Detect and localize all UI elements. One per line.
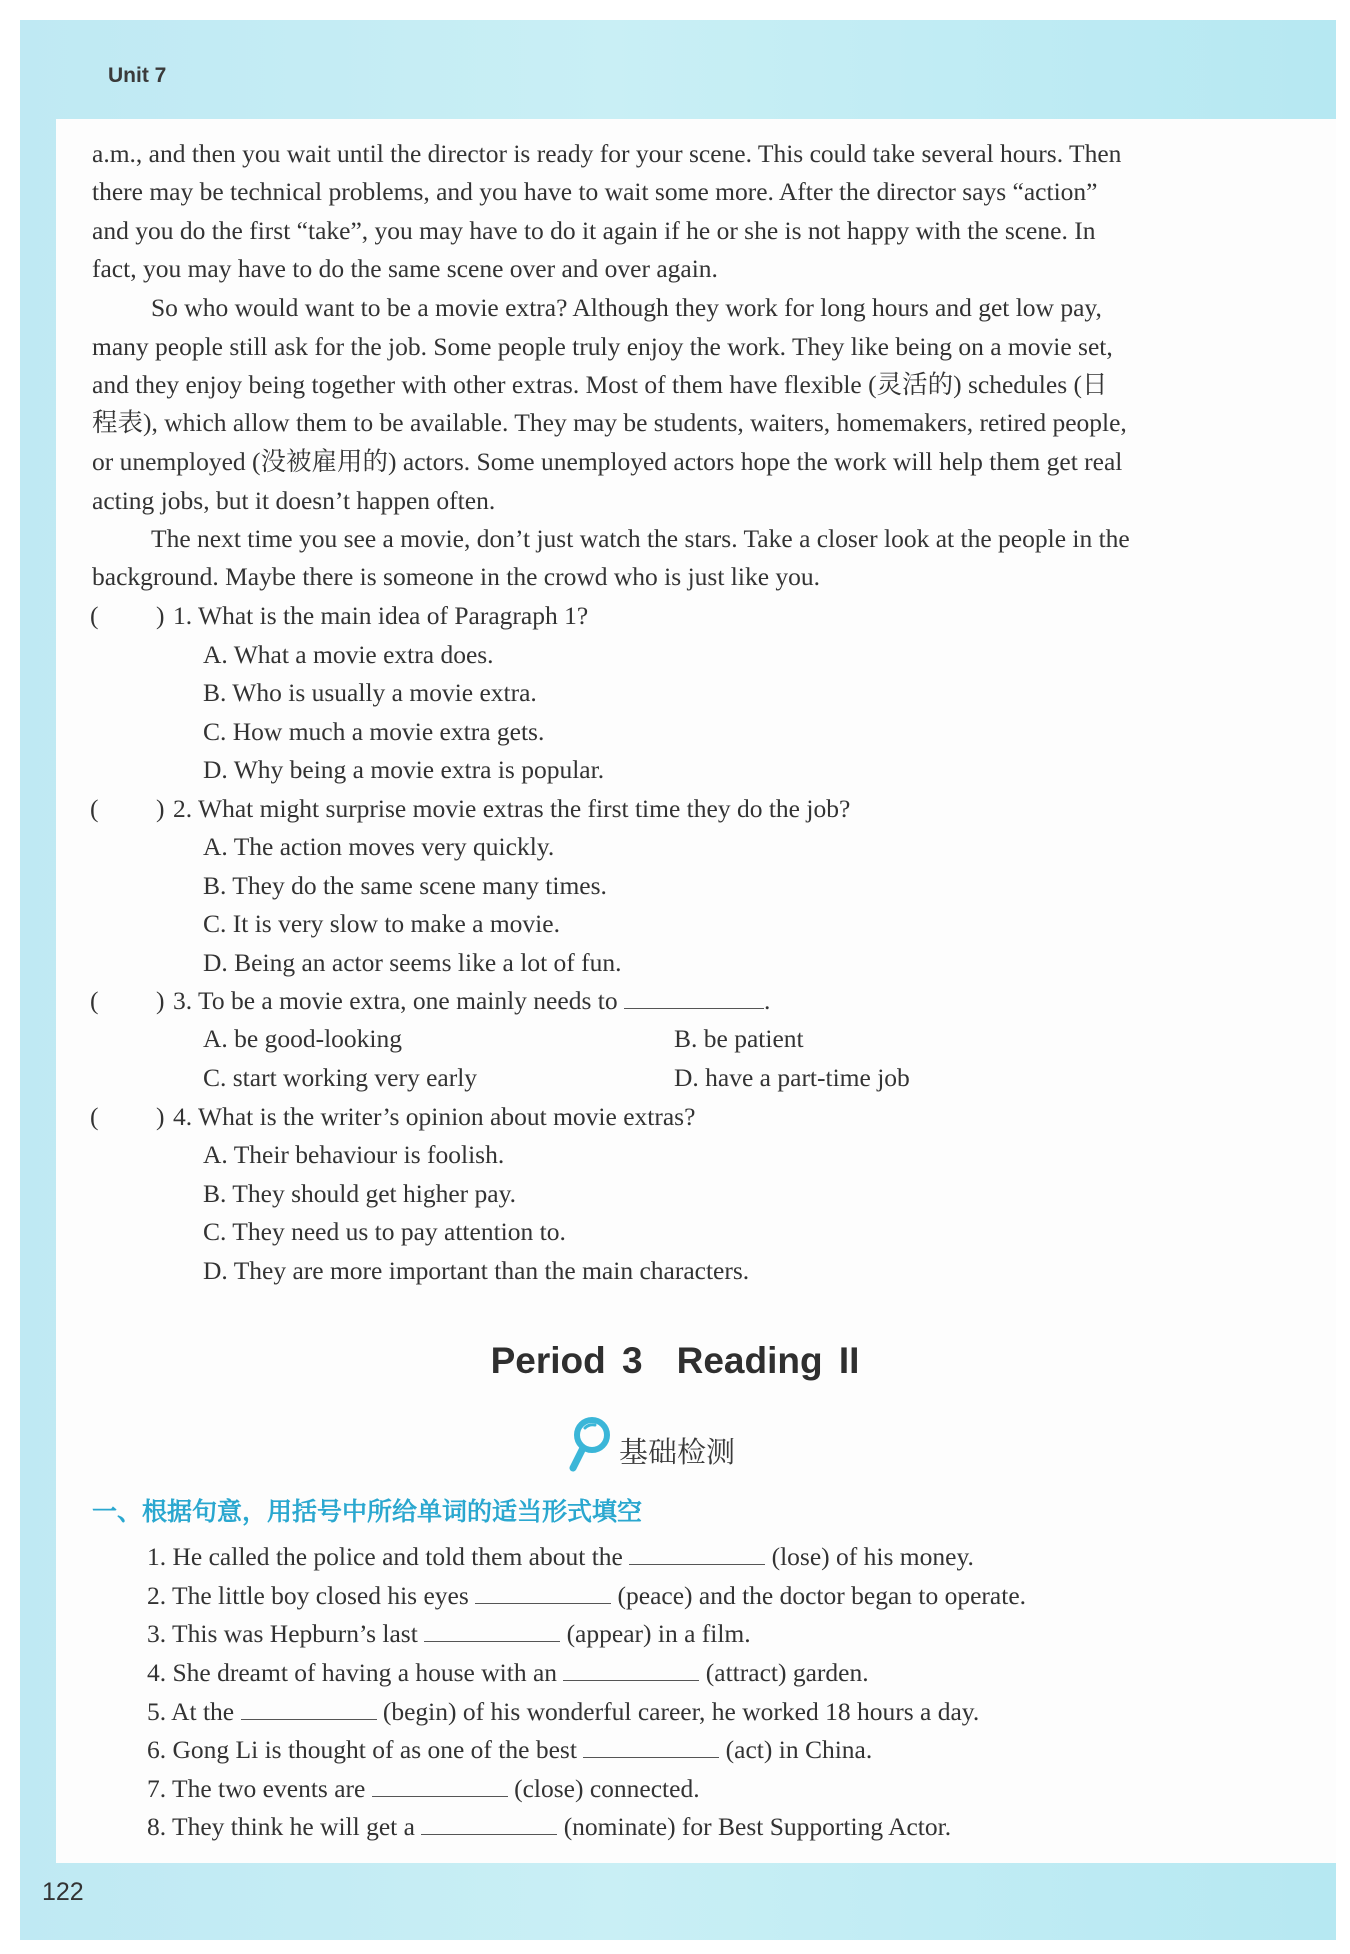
answer-paren-close: ) (156, 794, 165, 823)
passage-line: The next time you see a movie, don’t just watch the stars. Take a closer look at the people in the (151, 524, 1130, 553)
option-d: D. have a part-time job (674, 1063, 910, 1092)
passage-line: acting jobs, but it doesn’t happen often. (92, 486, 496, 515)
period-subtitle: Reading II (676, 1340, 860, 1381)
answer-blank[interactable] (372, 1774, 508, 1797)
option-b: B. They should get higher pay. (203, 1179, 517, 1208)
item-text: 3. This was Hepburn’s last (147, 1619, 418, 1648)
passage-line: background. Maybe there is someone in the crowd who is just like you. (92, 562, 821, 591)
answer-blank[interactable] (421, 1812, 557, 1835)
answer-paren-open[interactable]: ( (90, 794, 99, 823)
list-item (147, 1657, 869, 1689)
option-b: B. They do the same scene many times. (203, 871, 607, 900)
list-item (147, 1541, 974, 1573)
option-d: D. They are more important than the main characters. (203, 1256, 750, 1285)
passage-line: fact, you may have to do the same scene over and over again. (92, 254, 718, 283)
answer-paren-close: ) (156, 986, 165, 1015)
answer-paren-close: ) (156, 601, 165, 630)
item-hint: (close) connected. (514, 1774, 700, 1803)
basic-check-title: 基础检测 (619, 1435, 736, 1469)
page-number: 122 (42, 1878, 84, 1906)
answer-blank[interactable] (563, 1658, 699, 1681)
option-a: A. Their behaviour is foolish. (203, 1140, 505, 1169)
passage-line: many people still ask for the job. Some people truly enjoy the work. They like being on a movie set, (92, 332, 1113, 361)
item-text: 6. Gong Li is thought of as one of the best (147, 1735, 577, 1764)
answer-paren-close: ) (156, 1102, 165, 1131)
list-item (147, 1696, 979, 1728)
item-text: 4. She dreamt of having a house with an (147, 1658, 558, 1687)
section-heading: 一、根据句意，用括号中所给单词的适当形式填空 (92, 1497, 643, 1526)
answer-paren-open[interactable]: ( (90, 986, 99, 1015)
answer-blank[interactable] (424, 1619, 560, 1642)
option-a: A. The action moves very quickly. (203, 832, 555, 861)
period-label: Period 3 (490, 1340, 643, 1381)
option-c: C. They need us to pay attention to. (203, 1217, 566, 1246)
option-b: B. Who is usually a movie extra. (203, 678, 537, 707)
option-d: D. Why being a movie extra is popular. (203, 755, 605, 784)
question-stem-text: 3. To be a movie extra, one mainly needs to (173, 986, 618, 1015)
list-item (147, 1580, 1026, 1612)
answer-blank[interactable] (583, 1735, 719, 1758)
item-hint: (lose) of his money. (771, 1542, 974, 1571)
passage-line: and they enjoy being together with other extras. Most of them have flexible (灵活的) schedules (日 (92, 370, 1108, 399)
list-item (147, 1773, 700, 1805)
option-b: B. be patient (674, 1024, 804, 1053)
question-stem: 1. What is the main idea of Paragraph 1? (173, 601, 589, 630)
option-c: C. How much a movie extra gets. (203, 717, 545, 746)
list-item (147, 1734, 872, 1766)
list-item (147, 1811, 951, 1843)
answer-blank[interactable] (241, 1697, 377, 1720)
item-hint: (attract) garden. (705, 1658, 869, 1687)
period-title (0, 1340, 1350, 1382)
answer-paren-open[interactable]: ( (90, 1102, 99, 1131)
item-hint: (nominate) for Best Supporting Actor. (563, 1812, 952, 1841)
option-c: C. start working very early (203, 1063, 478, 1092)
passage-line: there may be technical problems, and you have to wait some more. After the director says “action” (92, 177, 1098, 206)
question-stem-end: . (763, 986, 771, 1015)
passage-line: So who would want to be a movie extra? Although they work for long hours and get low pay, (151, 293, 1102, 322)
item-hint: (peace) and the doctor began to operate. (617, 1581, 1027, 1610)
magnifier-icon (566, 1416, 612, 1472)
answer-blank[interactable] (624, 986, 764, 1009)
item-hint: (appear) in a film. (566, 1619, 751, 1648)
item-text: 5. At the (147, 1697, 235, 1726)
passage-line: and you do the first “take”, you may have to do it again if he or she is not happy with the scene. In (92, 216, 1096, 245)
answer-blank[interactable] (475, 1581, 611, 1604)
item-text: 7. The two events are (147, 1774, 366, 1803)
question-stem (173, 985, 770, 1017)
option-a: A. What a movie extra does. (203, 640, 494, 669)
unit-label: Unit 7 (108, 64, 167, 87)
passage-line: or unemployed (没被雇用的) actors. Some unemployed actors hope the work will help them get real (92, 447, 1123, 476)
passage-line: a.m., and then you wait until the director is ready for your scene. This could take several hours. Then (92, 139, 1122, 168)
option-a: A. be good-looking (203, 1024, 403, 1053)
item-hint: (act) in China. (725, 1735, 873, 1764)
answer-paren-open[interactable]: ( (90, 601, 99, 630)
passage-line: 程表), which allow them to be available. They may be students, waiters, homemakers, retired people, (92, 408, 1127, 437)
item-text: 2. The little boy closed his eyes (147, 1581, 469, 1610)
option-c: C. It is very slow to make a movie. (203, 909, 560, 938)
option-d: D. Being an actor seems like a lot of fun. (203, 948, 622, 977)
question-stem: 4. What is the writer’s opinion about movie extras? (173, 1102, 696, 1131)
item-text: 1. He called the police and told them about the (147, 1542, 623, 1571)
item-text: 8. They think he will get a (147, 1812, 415, 1841)
question-stem: 2. What might surprise movie extras the first time they do the job? (173, 794, 851, 823)
answer-blank[interactable] (629, 1542, 765, 1565)
item-hint: (begin) of his wonderful career, he worked 18 hours a day. (382, 1697, 980, 1726)
list-item (147, 1618, 751, 1650)
